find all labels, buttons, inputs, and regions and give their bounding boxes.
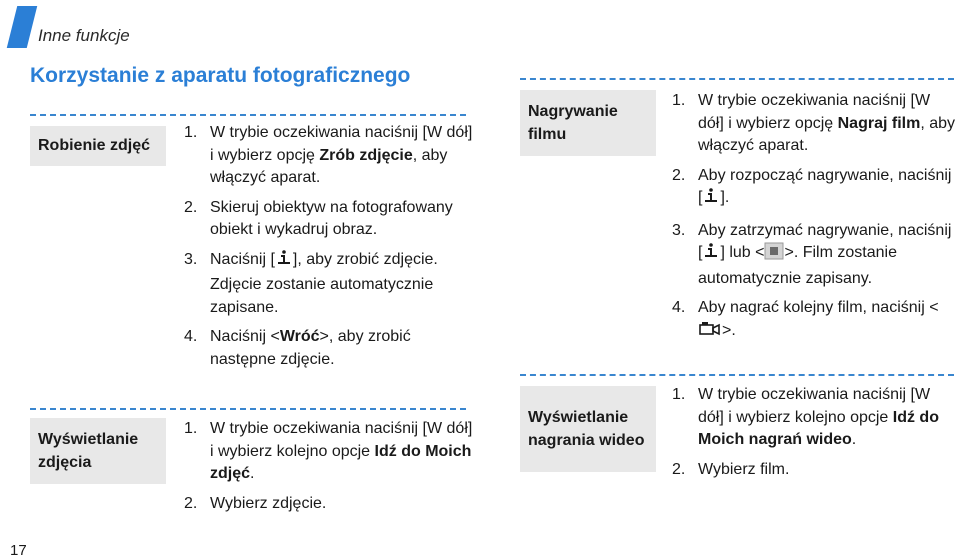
list-item: 3. Aby zatrzymać nagrywanie, naciśnij [ ] lub < >. Film zostanie automatycznie zapisany. [672,221,952,287]
list-item: 3. Naciśnij [ ], aby zrobić zdjęcie. Zdjęcie zostanie automatycznie zapisane. [184,250,438,316]
take-photo-steps [184,122,474,378]
list-item: 2. Wybierz zdjęcie. [184,494,327,512]
page-title: Korzystanie z aparatu fotograficznego [30,64,411,87]
divider [520,374,954,376]
view-video-steps [672,384,956,488]
list-item: 2. Aby rozpocząć nagrywanie, naciśnij [ ]. [672,165,956,213]
list-item: 4. Aby nagrać kolejny film, naciśnij <>. [672,297,956,345]
list-item: 1. W trybie oczekiwania naciśnij [W dół] i wybierz opcję Nagraj film, aby włączyć aparat. [672,92,955,154]
list-item: 4. Naciśnij <Wróć>, aby zrobić następne zdjęcie. [184,328,411,368]
view-video-label: Wyświetlanie nagrania wideo [520,386,656,472]
view-photo-steps [184,418,474,522]
list-item: 1. W trybie oczekiwania naciśnij [W dół] i wybierz kolejno opcje Idź do Moich zdjęć. [184,420,473,482]
camera-key-icon [275,249,293,275]
record-video-steps [672,90,956,352]
view-photo-label: Wyświetlanie zdjęcia [30,418,166,484]
list-item: 1. W trybie oczekiwania naciśnij [W dół] i wybierz opcję Zrób zdjęcie, aby włączyć aparat. [184,124,473,186]
list-item: 2. Wybierz film. [672,460,790,478]
list-item: 1. W trybie oczekiwania naciśnij [W dół] i wybierz kolejno opcje Idź do Moich nagrań wideo. [672,386,939,448]
list-item: 2. Skieruj obiektyw na fotografowany obiekt i wykadruj obraz. [184,198,453,238]
camcorder-softkey-icon [698,320,722,346]
divider [30,408,466,410]
divider [30,114,466,116]
take-photo-label: Robienie zdjęć [30,126,166,166]
camera-key-icon [702,242,720,268]
camera-key-icon [702,187,720,213]
page-number: 17 [10,542,27,559]
section-accent-bar [7,6,37,48]
record-video-label: Nagrywanie filmu [520,90,656,156]
stop-softkey-icon [764,242,784,268]
section-label: Inne funkcje [38,26,130,45]
divider [520,78,954,80]
